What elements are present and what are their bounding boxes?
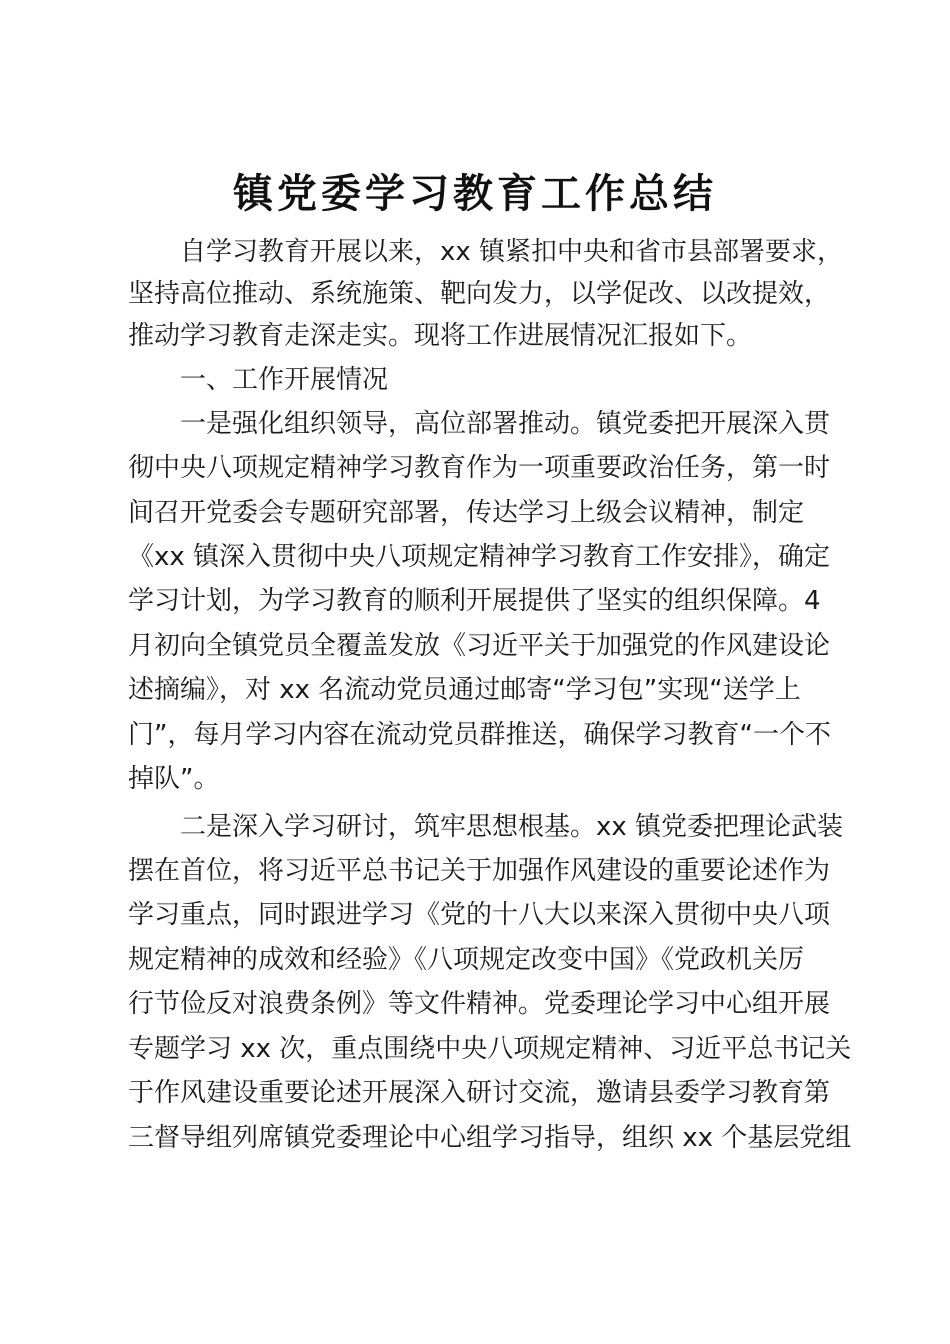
paragraph-line: 间召开党委会专题研究部署，传达学习上级会议精神，制定 [128, 498, 805, 528]
paragraph-line: 月初向全镇党员全覆盖发放《习近平关于加强党的作风建设论 [128, 631, 831, 661]
paragraph-line: 坚持高位推动、系统施策、靶向发力，以学促改、以改提效， [128, 279, 831, 309]
paragraph-line: 掉队”。 [128, 764, 220, 794]
paragraph-line: 学习重点，同时跟进学习《党的十八大以来深入贯彻中央八项 [128, 900, 831, 930]
paragraph-line: 学习计划，为学习教育的顺利开展提供了坚实的组织保障。4 [128, 586, 821, 616]
paragraph-line: 彻中央八项规定精神学习教育作为一项重要政治任务，第一时 [128, 453, 831, 483]
paragraph-line: 门”，每月学习内容在流动党员群推送，确保学习教育“一个不 [128, 720, 831, 750]
paragraph-line: 二是深入学习研讨，筑牢思想根基。xx 镇党委把理论武装 [180, 812, 844, 842]
paragraph-line: 摆在首位，将习近平总书记关于加强作风建设的重要论述作为 [128, 856, 831, 886]
paragraph-line: 专题学习 xx 次，重点围绕中央八项规定精神、习近平总书记关 [128, 1034, 852, 1064]
paragraph-line: 自学习教育开展以来，xx 镇紧扣中央和省市县部署要求， [180, 237, 844, 267]
paragraph-line: 行节俭反对浪费条例》等文件精神。党委理论学习中心组开展 [128, 989, 831, 1019]
paragraph-line: 于作风建设重要论述开展深入研讨交流，邀请县委学习教育第 [128, 1078, 831, 1108]
paragraph-line: 《xx 镇深入贯彻中央八项规定精神学习教育工作安排》，确定 [128, 542, 831, 572]
document-title: 镇党委学习教育工作总结 [233, 170, 717, 217]
paragraph-line: 一是强化组织领导，高位部署推动。镇党委把开展深入贯 [180, 409, 831, 439]
section-heading: 一、工作开展情况 [180, 365, 389, 395]
paragraph-line: 推动学习教育走深走实。现将工作进展情况汇报如下。 [128, 321, 753, 351]
paragraph-line: 三督导组列席镇党委理论中心组学习指导，组织 xx 个基层党组 [128, 1123, 852, 1153]
paragraph-line: 规定精神的成效和经验》《八项规定改变中国》《党政机关厉 [128, 945, 805, 975]
paragraph-line: 述摘编》，对 xx 名流动党员通过邮寄“学习包”实现“送学上 [128, 675, 801, 705]
